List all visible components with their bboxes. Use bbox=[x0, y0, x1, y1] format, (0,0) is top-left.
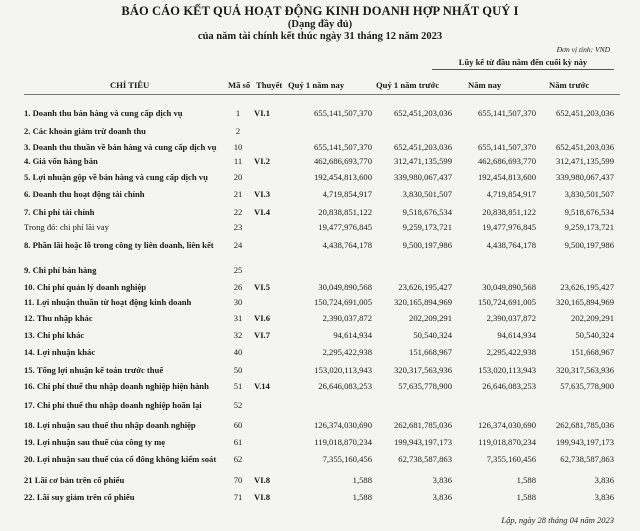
row-ytd-prev: 312,471,135,599 bbox=[555, 156, 614, 166]
row-code: 61 bbox=[233, 437, 243, 447]
row-ytd-now: 4,438,764,178 bbox=[486, 240, 536, 250]
table-row bbox=[0, 189, 640, 201]
row-q1-prev: 3,836 bbox=[432, 492, 452, 502]
report-title: BÁO CÁO KẾT QUẢ HOẠT ĐỘNG KINH DOANH HỢP NHẤT QUÝ I bbox=[121, 4, 519, 18]
row-q1-now: 1,588 bbox=[352, 475, 372, 485]
row-ytd-now: 192,454,813,600 bbox=[477, 172, 536, 182]
table-row bbox=[0, 240, 640, 252]
row-ytd-prev: 151,668,967 bbox=[571, 347, 614, 357]
row-label: 13. Chi phí khác bbox=[24, 330, 85, 340]
table-row bbox=[0, 222, 640, 234]
row-q1-prev: 9,259,173,721 bbox=[402, 222, 452, 232]
currency-unit: Đơn vị tính: VND bbox=[556, 45, 610, 54]
row-note: VI.8 bbox=[254, 475, 270, 485]
row-code: 24 bbox=[233, 240, 243, 250]
row-code: 40 bbox=[233, 347, 243, 357]
row-ytd-now: 94,614,934 bbox=[497, 330, 536, 340]
row-q1-now: 150,724,691,005 bbox=[313, 297, 372, 307]
table-row bbox=[0, 420, 640, 432]
table-row bbox=[0, 265, 640, 277]
row-q1-prev: 3,836 bbox=[432, 475, 452, 485]
row-note: VI.3 bbox=[254, 189, 270, 199]
row-ytd-prev: 262,681,785,036 bbox=[555, 420, 614, 430]
header-maso: Mã số bbox=[228, 80, 251, 90]
header-ytd-now: Năm nay bbox=[468, 80, 502, 90]
table-row bbox=[0, 126, 640, 138]
row-ytd-now: 19,477,976,845 bbox=[482, 222, 536, 232]
row-ytd-now: 2,295,422,938 bbox=[486, 347, 536, 357]
row-q1-now: 4,719,854,917 bbox=[322, 189, 372, 199]
row-q1-prev: 320,317,563,936 bbox=[393, 365, 452, 375]
row-q1-prev: 151,668,967 bbox=[409, 347, 452, 357]
table-row bbox=[0, 297, 640, 309]
row-q1-prev: 199,943,197,173 bbox=[393, 437, 452, 447]
row-code: 51 bbox=[233, 381, 243, 391]
row-ytd-prev: 3,836 bbox=[594, 475, 614, 485]
row-code: 20 bbox=[233, 172, 243, 182]
row-label: 1. Doanh thu bán hàng và cung cấp dịch vụ bbox=[24, 108, 183, 118]
row-ytd-prev: 50,540,324 bbox=[575, 330, 614, 340]
row-q1-now: 30,049,890,568 bbox=[318, 282, 372, 292]
table-row bbox=[0, 437, 640, 449]
header-divider bbox=[24, 94, 620, 95]
row-label: 17. Chi phí thuế thu nhập doanh nghiệp hoãn lại bbox=[24, 400, 202, 410]
row-ytd-now: 462,686,693,770 bbox=[477, 156, 536, 166]
row-label: 22. Lãi suy giảm trên cổ phiếu bbox=[24, 492, 135, 502]
row-q1-now: 655,141,507,370 bbox=[313, 142, 372, 152]
table-row bbox=[0, 400, 640, 412]
row-label: 14. Lợi nhuận khác bbox=[24, 347, 96, 357]
row-q1-now: 26,646,083,253 bbox=[318, 381, 372, 391]
signature-date: Lập, ngày 28 tháng 04 năm 2023 bbox=[501, 515, 614, 525]
row-ytd-prev: 320,317,563,936 bbox=[555, 365, 614, 375]
row-q1-now: 655,141,507,370 bbox=[313, 108, 372, 118]
table-row bbox=[0, 108, 640, 120]
row-code: 22 bbox=[233, 207, 243, 217]
table-row bbox=[0, 475, 640, 487]
row-q1-now: 462,686,693,770 bbox=[313, 156, 372, 166]
row-ytd-prev: 199,943,197,173 bbox=[555, 437, 614, 447]
table-row bbox=[0, 156, 640, 168]
row-code: 2 bbox=[235, 126, 241, 136]
row-q1-now: 2,295,422,938 bbox=[322, 347, 372, 357]
row-ytd-now: 1,588 bbox=[516, 492, 536, 502]
row-code: 31 bbox=[233, 313, 243, 323]
row-label: 21 Lãi cơ bản trên cổ phiếu bbox=[24, 475, 125, 485]
row-label: 9. Chi phí bán hàng bbox=[24, 265, 97, 275]
row-code: 52 bbox=[233, 400, 243, 410]
row-q1-prev: 202,209,291 bbox=[409, 313, 452, 323]
row-ytd-now: 153,020,113,943 bbox=[478, 365, 536, 375]
row-q1-now: 20,838,851,122 bbox=[318, 207, 372, 217]
row-label: Trong đó: chi phí lãi vay bbox=[24, 222, 109, 232]
row-label: 20. Lợi nhuận sau thuế của cổ đông không kiểm soát bbox=[24, 454, 217, 464]
row-q1-now: 119,018,870,234 bbox=[314, 437, 372, 447]
row-code: 70 bbox=[233, 475, 243, 485]
row-q1-prev: 50,540,324 bbox=[413, 330, 452, 340]
row-ytd-prev: 62,738,587,863 bbox=[560, 454, 614, 464]
row-code: 11 bbox=[233, 156, 243, 166]
row-ytd-now: 655,141,507,370 bbox=[477, 108, 536, 118]
row-ytd-now: 119,018,870,234 bbox=[478, 437, 536, 447]
row-label: 7. Chi phí tài chính bbox=[24, 207, 95, 217]
row-note: VI.2 bbox=[254, 156, 270, 166]
row-code: 60 bbox=[233, 420, 243, 430]
row-ytd-prev: 652,451,203,036 bbox=[555, 108, 614, 118]
row-code: 1 bbox=[235, 108, 241, 118]
row-ytd-prev: 9,500,197,986 bbox=[564, 240, 614, 250]
row-code: 30 bbox=[233, 297, 243, 307]
row-code: 50 bbox=[233, 365, 243, 375]
row-label: 4. Giá vốn hàng bán bbox=[24, 156, 98, 166]
row-ytd-now: 126,374,030,690 bbox=[477, 420, 536, 430]
table-row bbox=[0, 282, 640, 294]
row-q1-prev: 339,980,067,437 bbox=[393, 172, 452, 182]
row-note: VI.6 bbox=[254, 313, 270, 323]
row-ytd-prev: 9,259,173,721 bbox=[564, 222, 614, 232]
accumulated-header: Lũy kế từ đầu năm đến cuối kỳ này bbox=[432, 57, 614, 70]
table-row bbox=[0, 381, 640, 393]
row-q1-now: 94,614,934 bbox=[333, 330, 372, 340]
header-q1-now: Quý 1 năm nay bbox=[288, 80, 345, 90]
table-row bbox=[0, 313, 640, 325]
row-label: 10. Chi phí quản lý doanh nghiệp bbox=[24, 282, 147, 292]
row-q1-now: 192,454,813,600 bbox=[313, 172, 372, 182]
table-row bbox=[0, 454, 640, 466]
row-q1-now: 153,020,113,943 bbox=[314, 365, 372, 375]
row-q1-now: 19,477,976,845 bbox=[318, 222, 372, 232]
row-code: 71 bbox=[233, 492, 243, 502]
row-q1-prev: 57,635,778,900 bbox=[398, 381, 452, 391]
row-ytd-now: 655,141,507,370 bbox=[477, 142, 536, 152]
table-row bbox=[0, 330, 640, 342]
row-q1-now: 126,374,030,690 bbox=[313, 420, 372, 430]
row-q1-prev: 9,500,197,986 bbox=[402, 240, 452, 250]
header-chitieu: CHỈ TIÊU bbox=[110, 80, 150, 90]
row-ytd-prev: 3,836 bbox=[594, 492, 614, 502]
row-note: V.14 bbox=[254, 381, 270, 391]
header-thuyet: Thuyết bbox=[256, 80, 283, 90]
row-code: 10 bbox=[233, 142, 243, 152]
row-label: 3. Doanh thu thuần về bán hàng và cung cấp dịch vụ bbox=[24, 142, 217, 152]
row-ytd-prev: 202,209,291 bbox=[571, 313, 614, 323]
row-ytd-now: 30,049,890,568 bbox=[482, 282, 536, 292]
row-label: 5. Lợi nhuận gộp về bán hàng và cung cấp dịch vụ bbox=[24, 172, 208, 182]
row-code: 21 bbox=[233, 189, 243, 199]
row-ytd-prev: 57,635,778,900 bbox=[560, 381, 614, 391]
row-q1-prev: 262,681,785,036 bbox=[393, 420, 452, 430]
row-q1-now: 2,390,037,872 bbox=[322, 313, 372, 323]
row-note: VI.1 bbox=[254, 108, 270, 118]
row-label: 6. Doanh thu hoạt động tài chính bbox=[24, 189, 145, 199]
row-label: 8. Phần lãi hoặc lỗ trong công ty liên doanh, liên kết bbox=[24, 240, 214, 250]
row-label: 16. Chi phí thuế thu nhập doanh nghiệp hiện hành bbox=[24, 381, 209, 391]
row-code: 25 bbox=[233, 265, 243, 275]
row-q1-prev: 652,451,203,036 bbox=[393, 108, 452, 118]
table-row bbox=[0, 347, 640, 359]
row-label: 18. Lợi nhuận sau thuế thu nhập doanh nghiệp bbox=[24, 420, 196, 430]
row-ytd-prev: 320,165,894,969 bbox=[555, 297, 614, 307]
row-label: 19. Lợi nhuận sau thuế của công ty mẹ bbox=[24, 437, 166, 447]
row-label: 12. Thu nhập khác bbox=[24, 313, 93, 323]
row-q1-prev: 62,738,587,863 bbox=[398, 454, 452, 464]
row-label: 11. Lợi nhuận thuần từ hoạt động kinh doanh bbox=[24, 297, 192, 307]
report-subtitle: (Dạng đầy đủ) bbox=[287, 19, 353, 30]
row-note: VI.8 bbox=[254, 492, 270, 502]
row-ytd-now: 7,355,160,456 bbox=[486, 454, 536, 464]
row-q1-prev: 312,471,135,599 bbox=[393, 156, 452, 166]
fiscal-year-line: của năm tài chính kết thúc ngày 31 tháng 12 năm 2023 bbox=[197, 31, 443, 42]
row-q1-prev: 3,830,501,507 bbox=[402, 189, 452, 199]
row-q1-prev: 320,165,894,969 bbox=[393, 297, 452, 307]
header-q1-prev: Quý 1 năm trước bbox=[376, 80, 440, 90]
row-ytd-prev: 339,980,067,437 bbox=[555, 172, 614, 182]
row-ytd-now: 20,838,851,122 bbox=[482, 207, 536, 217]
row-ytd-now: 4,719,854,917 bbox=[486, 189, 536, 199]
row-code: 62 bbox=[233, 454, 243, 464]
row-ytd-now: 26,646,083,253 bbox=[482, 381, 536, 391]
row-note: VI.5 bbox=[254, 282, 270, 292]
row-label: 15. Tổng lợi nhuận kế toán trước thuế bbox=[24, 365, 164, 375]
table-row bbox=[0, 492, 640, 504]
row-code: 26 bbox=[233, 282, 243, 292]
row-q1-prev: 652,451,203,036 bbox=[393, 142, 452, 152]
table-row bbox=[0, 207, 640, 219]
row-q1-now: 4,438,764,178 bbox=[322, 240, 372, 250]
row-ytd-now: 1,588 bbox=[516, 475, 536, 485]
row-ytd-prev: 652,451,203,036 bbox=[555, 142, 614, 152]
row-code: 23 bbox=[233, 222, 243, 232]
row-ytd-now: 2,390,037,872 bbox=[486, 313, 536, 323]
row-q1-now: 7,355,160,456 bbox=[322, 454, 372, 464]
table-row bbox=[0, 142, 640, 154]
header-ytd-prev: Năm trước bbox=[549, 80, 590, 90]
row-note: VI.7 bbox=[254, 330, 270, 340]
row-q1-prev: 9,518,676,534 bbox=[402, 207, 452, 217]
row-ytd-now: 150,724,691,005 bbox=[477, 297, 536, 307]
row-ytd-prev: 9,518,676,534 bbox=[564, 207, 614, 217]
table-row bbox=[0, 172, 640, 184]
row-q1-prev: 23,626,195,427 bbox=[398, 282, 452, 292]
row-ytd-prev: 3,830,501,507 bbox=[564, 189, 614, 199]
row-code: 32 bbox=[233, 330, 243, 340]
row-label: 2. Các khoản giảm trừ doanh thu bbox=[24, 126, 146, 136]
table-row bbox=[0, 365, 640, 377]
row-note: VI.4 bbox=[254, 207, 270, 217]
row-ytd-prev: 23,626,195,427 bbox=[560, 282, 614, 292]
row-q1-now: 1,588 bbox=[352, 492, 372, 502]
